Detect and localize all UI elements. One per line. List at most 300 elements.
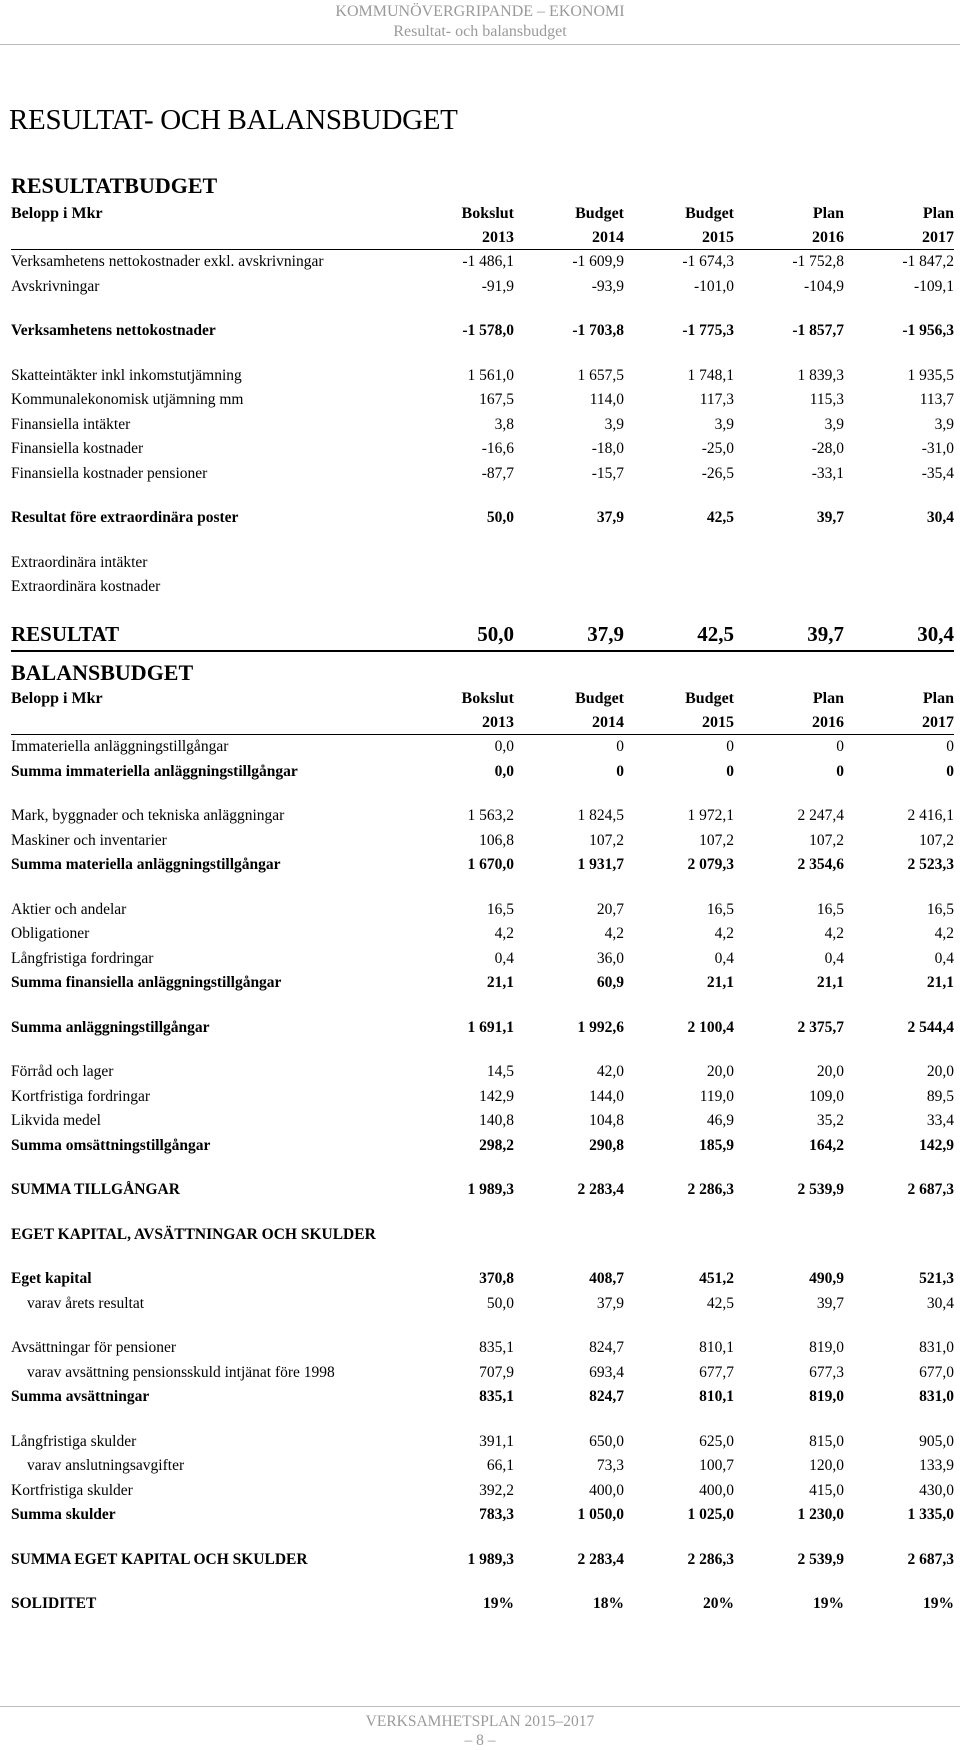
row-label: Extraordinära kostnader — [11, 578, 161, 596]
value-cell — [734, 996, 844, 1016]
value-cell: 39,7 — [816, 509, 844, 527]
value-cell — [404, 551, 514, 576]
row-label — [11, 531, 404, 551]
value-cell: 35,2 — [816, 1112, 844, 1130]
value-cell: 824,7 — [589, 1339, 624, 1357]
value-cell — [404, 1223, 514, 1248]
value-cell — [404, 784, 514, 804]
value-cell: 1 657,5 — [577, 366, 624, 384]
value-cell: 185,9 — [699, 1136, 734, 1154]
row-label: SOLIDITET — [11, 1595, 97, 1613]
row-label — [11, 486, 404, 506]
value-cell: 89,5 — [926, 1087, 954, 1105]
value-cell — [734, 1158, 844, 1178]
value-cell — [514, 299, 624, 319]
table-row — [11, 319, 954, 344]
table-row — [11, 462, 954, 487]
value-cell: 650,0 — [589, 1432, 624, 1450]
table-row — [11, 1454, 954, 1479]
value-cell — [514, 1247, 624, 1267]
row-label: Kommunalekonomisk utjämning mm — [11, 391, 244, 409]
spacer-row — [11, 1247, 954, 1267]
table-row — [11, 1085, 954, 1110]
value-cell: 391,1 — [479, 1432, 514, 1450]
value-cell: 677,7 — [699, 1363, 734, 1381]
header-cell: 2017 — [844, 226, 954, 250]
value-cell — [734, 344, 844, 364]
balansbudget-rows — [11, 735, 954, 1617]
value-cell: 20,0 — [816, 1063, 844, 1081]
value-cell — [514, 878, 624, 898]
value-cell — [514, 551, 624, 576]
header-cell — [11, 711, 404, 735]
header-cell: 2016 — [734, 711, 844, 735]
header-cell: 2014 — [514, 711, 624, 735]
value-cell — [844, 996, 954, 1016]
row-label: Extraordinära intäkter — [11, 553, 148, 571]
value-cell: 21,1 — [926, 974, 954, 992]
value-cell: -1 775,3 — [682, 322, 734, 340]
row-label: Summa finansiella anläggningstillgångar — [11, 974, 282, 992]
value-cell: -93,9 — [591, 277, 624, 295]
table-row — [11, 1060, 954, 1085]
row-label: Avsättningar för pensioner — [11, 1339, 176, 1357]
value-cell: 408,7 — [589, 1270, 624, 1288]
table-header-row — [11, 711, 954, 735]
running-footer — [0, 1712, 960, 1750]
value-cell: 42,5 — [706, 1294, 734, 1312]
value-cell — [514, 996, 624, 1016]
value-cell — [734, 1528, 844, 1548]
spacer-row — [11, 531, 954, 551]
value-cell: 3,8 — [494, 415, 514, 433]
value-cell — [404, 1528, 514, 1548]
value-cell: 4,2 — [604, 925, 624, 943]
value-cell: 0 — [616, 738, 624, 756]
value-cell — [844, 1410, 954, 1430]
value-cell: 831,0 — [919, 1388, 954, 1406]
row-label: Immateriella anläggningstillgångar — [11, 738, 229, 756]
row-label: Summa materiella anläggningstillgångar — [11, 856, 281, 874]
value-cell: 1 972,1 — [687, 807, 734, 825]
header-cell: Belopp i Mkr — [11, 690, 103, 707]
value-cell: 1 989,3 — [467, 1181, 514, 1199]
value-cell: 144,0 — [589, 1087, 624, 1105]
value-cell — [624, 531, 734, 551]
spacer-row — [11, 1158, 954, 1178]
value-cell: 1 824,5 — [577, 807, 624, 825]
value-cell: -33,1 — [811, 464, 844, 482]
value-cell: 133,9 — [919, 1457, 954, 1475]
table-row — [11, 1361, 954, 1386]
value-cell: 0,4 — [494, 949, 514, 967]
value-cell: 4,2 — [494, 925, 514, 943]
table-row — [11, 971, 954, 996]
value-cell: 21,1 — [486, 974, 514, 992]
value-cell: 835,1 — [479, 1388, 514, 1406]
value-cell: 0,4 — [714, 949, 734, 967]
value-cell — [734, 600, 844, 620]
value-cell: 0,4 — [824, 949, 844, 967]
value-cell: 2 247,4 — [797, 807, 844, 825]
table-row — [11, 898, 954, 923]
spacer-row — [11, 1316, 954, 1336]
value-cell: 819,0 — [809, 1339, 844, 1357]
row-label — [11, 878, 404, 898]
value-cell: -1 486,1 — [462, 253, 514, 271]
value-cell — [404, 1040, 514, 1060]
value-cell — [844, 784, 954, 804]
value-cell: 1 561,0 — [467, 366, 514, 384]
value-cell: 113,7 — [919, 391, 954, 409]
value-cell: 0,0 — [494, 762, 514, 780]
value-cell: 3,9 — [604, 415, 624, 433]
value-cell: 490,9 — [809, 1270, 844, 1288]
table-header-row — [11, 687, 954, 711]
value-cell: 0,4 — [934, 949, 954, 967]
value-cell: 30,4 — [926, 509, 954, 527]
value-cell: 140,8 — [479, 1112, 514, 1130]
table-row — [11, 1592, 954, 1617]
value-cell — [844, 1247, 954, 1267]
value-cell: 109,0 — [809, 1087, 844, 1105]
row-label — [11, 1572, 404, 1592]
value-cell: -31,0 — [921, 440, 954, 458]
value-cell: 60,9 — [596, 974, 624, 992]
header-cell: Bokslut — [461, 205, 514, 222]
spacer-row — [11, 1572, 954, 1592]
value-cell: 707,9 — [479, 1363, 514, 1381]
header-cell: 2013 — [404, 226, 514, 250]
row-label: EGET KAPITAL, AVSÄTTNINGAR OCH SKULDER — [11, 1225, 376, 1243]
value-cell: 66,1 — [486, 1457, 514, 1475]
row-label: Mark, byggnader och tekniska anläggningar — [11, 807, 285, 825]
resultatbudget-rows — [11, 250, 954, 651]
table-row — [11, 1336, 954, 1361]
value-cell — [514, 486, 624, 506]
value-cell: 30,4 — [844, 620, 954, 651]
value-cell: 0,0 — [494, 738, 514, 756]
spacer-row — [11, 1203, 954, 1223]
value-cell: 120,0 — [809, 1457, 844, 1475]
value-cell — [844, 575, 954, 600]
value-cell — [624, 1528, 734, 1548]
value-cell: 33,4 — [926, 1112, 954, 1130]
value-cell: -1 674,3 — [682, 253, 734, 271]
balansbudget-table — [11, 687, 954, 1617]
table-row — [11, 575, 954, 600]
value-cell: 0 — [726, 738, 734, 756]
header-cell: 2014 — [514, 226, 624, 250]
row-label: Långfristiga fordringar — [11, 949, 154, 967]
row-label — [11, 1040, 404, 1060]
table-row — [11, 620, 954, 651]
value-cell — [734, 1316, 844, 1336]
footer-document-name: VERKSAMHETSPLAN 2015–2017 — [365, 1713, 595, 1730]
table-row — [11, 506, 954, 531]
value-cell — [844, 1158, 954, 1178]
header-cell: Budget — [575, 690, 624, 707]
row-label: Summa avsättningar — [11, 1388, 150, 1406]
value-cell: 18% — [593, 1595, 624, 1613]
value-cell — [844, 600, 954, 620]
value-cell: 4,2 — [934, 925, 954, 943]
value-cell: -16,6 — [481, 440, 514, 458]
value-cell — [404, 531, 514, 551]
value-cell: -18,0 — [591, 440, 624, 458]
header-cell: Plan — [922, 690, 954, 707]
value-cell: -1 956,3 — [902, 322, 954, 340]
row-label: Skatteintäkter inkl inkomstutjämning — [11, 366, 242, 384]
value-cell: 142,9 — [919, 1136, 954, 1154]
row-label: Finansiella kostnader — [11, 440, 144, 458]
page-title: RESULTAT- OCH BALANSBUDGET — [9, 104, 458, 136]
value-cell: 2 354,6 — [797, 856, 844, 874]
table-row — [11, 1134, 954, 1159]
value-cell — [514, 1572, 624, 1592]
value-cell — [404, 1316, 514, 1336]
value-cell: 415,0 — [809, 1481, 844, 1499]
table-row — [11, 947, 954, 972]
row-label: Långfristiga skulder — [11, 1432, 137, 1450]
value-cell: 20,7 — [596, 900, 624, 918]
value-cell — [514, 1223, 624, 1248]
value-cell: 19% — [483, 1595, 514, 1613]
value-cell — [734, 1410, 844, 1430]
value-cell — [404, 600, 514, 620]
row-label: Förråd och lager — [11, 1063, 114, 1081]
value-cell — [734, 575, 844, 600]
value-cell — [404, 1158, 514, 1178]
spacer-row — [11, 1040, 954, 1060]
value-cell: 42,5 — [706, 509, 734, 527]
value-cell — [624, 551, 734, 576]
value-cell: 451,2 — [699, 1270, 734, 1288]
value-cell: 39,7 — [816, 1294, 844, 1312]
row-label — [11, 1158, 404, 1178]
header-divider — [0, 44, 960, 45]
header-cell: Plan — [812, 205, 844, 222]
row-label — [11, 1247, 404, 1267]
row-label: Finansiella intäkter — [11, 415, 131, 433]
row-label — [11, 784, 404, 804]
value-cell: -28,0 — [811, 440, 844, 458]
value-cell: 2 100,4 — [687, 1018, 734, 1036]
value-cell — [514, 600, 624, 620]
value-cell — [624, 344, 734, 364]
value-cell — [624, 1040, 734, 1060]
table-row — [11, 804, 954, 829]
page-number: – 8 – — [464, 1732, 496, 1749]
value-cell: 2 687,3 — [907, 1181, 954, 1199]
table-row — [11, 388, 954, 413]
value-cell: 819,0 — [809, 1388, 844, 1406]
value-cell: 4,2 — [714, 925, 734, 943]
value-cell — [514, 1528, 624, 1548]
value-cell: 905,0 — [919, 1432, 954, 1450]
row-label — [11, 996, 404, 1016]
value-cell: 107,2 — [919, 831, 954, 849]
value-cell — [624, 1316, 734, 1336]
table-row — [11, 1548, 954, 1573]
value-cell: 37,9 — [596, 1294, 624, 1312]
value-cell: 104,8 — [589, 1112, 624, 1130]
table-row — [11, 1178, 954, 1203]
value-cell: 0 — [836, 762, 844, 780]
value-cell: 1 563,2 — [467, 807, 514, 825]
table-row — [11, 437, 954, 462]
row-label: Verksamhetens nettokostnader exkl. avskrivningar — [11, 253, 324, 271]
value-cell: -101,0 — [693, 277, 734, 295]
value-cell: 30,4 — [926, 1294, 954, 1312]
value-cell: 119,0 — [699, 1087, 734, 1105]
header-cell: 2015 — [624, 226, 734, 250]
value-cell: 3,9 — [714, 415, 734, 433]
value-cell — [514, 344, 624, 364]
value-cell: 14,5 — [486, 1063, 514, 1081]
header-cell — [11, 226, 404, 250]
value-cell: 16,5 — [706, 900, 734, 918]
value-cell — [734, 1572, 844, 1592]
value-cell — [514, 784, 624, 804]
value-cell — [624, 600, 734, 620]
value-cell: 2 375,7 — [797, 1018, 844, 1036]
value-cell — [734, 878, 844, 898]
value-cell — [404, 1410, 514, 1430]
spacer-row — [11, 878, 954, 898]
row-label: SUMMA TILLGÅNGAR — [11, 1181, 180, 1199]
table-row — [11, 760, 954, 785]
value-cell: 1 050,0 — [577, 1506, 624, 1524]
value-cell — [844, 1223, 954, 1248]
value-cell — [404, 1247, 514, 1267]
value-cell — [624, 996, 734, 1016]
value-cell: 37,9 — [514, 620, 624, 651]
value-cell: 370,8 — [479, 1270, 514, 1288]
row-label — [11, 600, 404, 620]
row-label: Summa immateriella anläggningstillgångar — [11, 762, 298, 780]
value-cell: 693,4 — [589, 1363, 624, 1381]
header-cell: Plan — [812, 690, 844, 707]
value-cell: 19% — [813, 1595, 844, 1613]
value-cell: -1 578,0 — [462, 322, 514, 340]
value-cell — [734, 1203, 844, 1223]
value-cell: -1 752,8 — [792, 253, 844, 271]
value-cell — [514, 1316, 624, 1336]
value-cell: 2 687,3 — [907, 1550, 954, 1568]
value-cell: 810,1 — [699, 1339, 734, 1357]
value-cell — [514, 1040, 624, 1060]
value-cell: 1 748,1 — [687, 366, 734, 384]
spacer-row — [11, 486, 954, 506]
value-cell: 2 286,3 — [687, 1181, 734, 1199]
value-cell: 16,5 — [486, 900, 514, 918]
value-cell: 1 335,0 — [907, 1506, 954, 1524]
value-cell: 783,3 — [479, 1506, 514, 1524]
value-cell — [624, 1410, 734, 1430]
value-cell — [624, 1223, 734, 1248]
row-label: Eget kapital — [11, 1270, 92, 1288]
value-cell: 2 416,1 — [907, 807, 954, 825]
row-label: Finansiella kostnader pensioner — [11, 464, 208, 482]
value-cell: 16,5 — [926, 900, 954, 918]
row-label: Aktier och andelar — [11, 900, 127, 918]
balansbudget-title: BALANSBUDGET — [11, 660, 194, 685]
value-cell: 625,0 — [699, 1432, 734, 1450]
row-label — [11, 344, 404, 364]
table-row — [11, 735, 954, 760]
spacer-row — [11, 344, 954, 364]
value-cell: 430,0 — [919, 1481, 954, 1499]
value-cell: 73,3 — [596, 1457, 624, 1475]
resultatbudget-table — [11, 202, 954, 652]
value-cell: 117,3 — [699, 391, 734, 409]
value-cell: 42,5 — [624, 620, 734, 651]
value-cell: 0 — [616, 762, 624, 780]
value-cell: 107,2 — [589, 831, 624, 849]
row-label — [11, 299, 404, 319]
value-cell: 37,9 — [596, 509, 624, 527]
value-cell — [844, 1040, 954, 1060]
value-cell: 290,8 — [589, 1136, 624, 1154]
value-cell: 142,9 — [479, 1087, 514, 1105]
value-cell: 392,2 — [479, 1481, 514, 1499]
value-cell: 20,0 — [926, 1063, 954, 1081]
table-row — [11, 413, 954, 438]
value-cell: 107,2 — [699, 831, 734, 849]
spacer-row — [11, 1528, 954, 1548]
value-cell — [844, 1316, 954, 1336]
value-cell: 815,0 — [809, 1432, 844, 1450]
value-cell: 16,5 — [816, 900, 844, 918]
value-cell: 677,3 — [809, 1363, 844, 1381]
value-cell: 106,8 — [479, 831, 514, 849]
row-label: varav anslutningsavgifter — [27, 1457, 185, 1475]
value-cell: 521,3 — [919, 1270, 954, 1288]
value-cell — [624, 1247, 734, 1267]
value-cell: 2 539,9 — [797, 1181, 844, 1199]
row-label: Verksamhetens nettokostnader — [11, 322, 216, 340]
value-cell — [624, 486, 734, 506]
header-subsection-name: Resultat- och balansbudget — [393, 23, 567, 40]
value-cell — [624, 1203, 734, 1223]
value-cell: -109,1 — [913, 277, 954, 295]
value-cell: 831,0 — [919, 1339, 954, 1357]
value-cell — [734, 486, 844, 506]
value-cell — [734, 1223, 844, 1248]
header-cell: Budget — [575, 205, 624, 222]
value-cell — [404, 486, 514, 506]
value-cell — [404, 344, 514, 364]
value-cell — [844, 1528, 954, 1548]
value-cell — [734, 1040, 844, 1060]
table-row — [11, 551, 954, 576]
value-cell: 0 — [726, 762, 734, 780]
row-label: Avskrivningar — [11, 277, 100, 295]
table-header-row — [11, 202, 954, 226]
value-cell — [404, 1203, 514, 1223]
value-cell: 2 283,4 — [577, 1550, 624, 1568]
header-section-name: KOMMUNÖVERGRIPANDE – EKONOMI — [335, 3, 625, 20]
value-cell: 2 539,9 — [797, 1550, 844, 1568]
value-cell — [624, 784, 734, 804]
value-cell: -1 847,2 — [902, 253, 954, 271]
spacer-row — [11, 996, 954, 1016]
table-row — [11, 1016, 954, 1041]
value-cell: 19% — [923, 1595, 954, 1613]
value-cell — [734, 1247, 844, 1267]
row-label: Kortfristiga skulder — [11, 1481, 133, 1499]
